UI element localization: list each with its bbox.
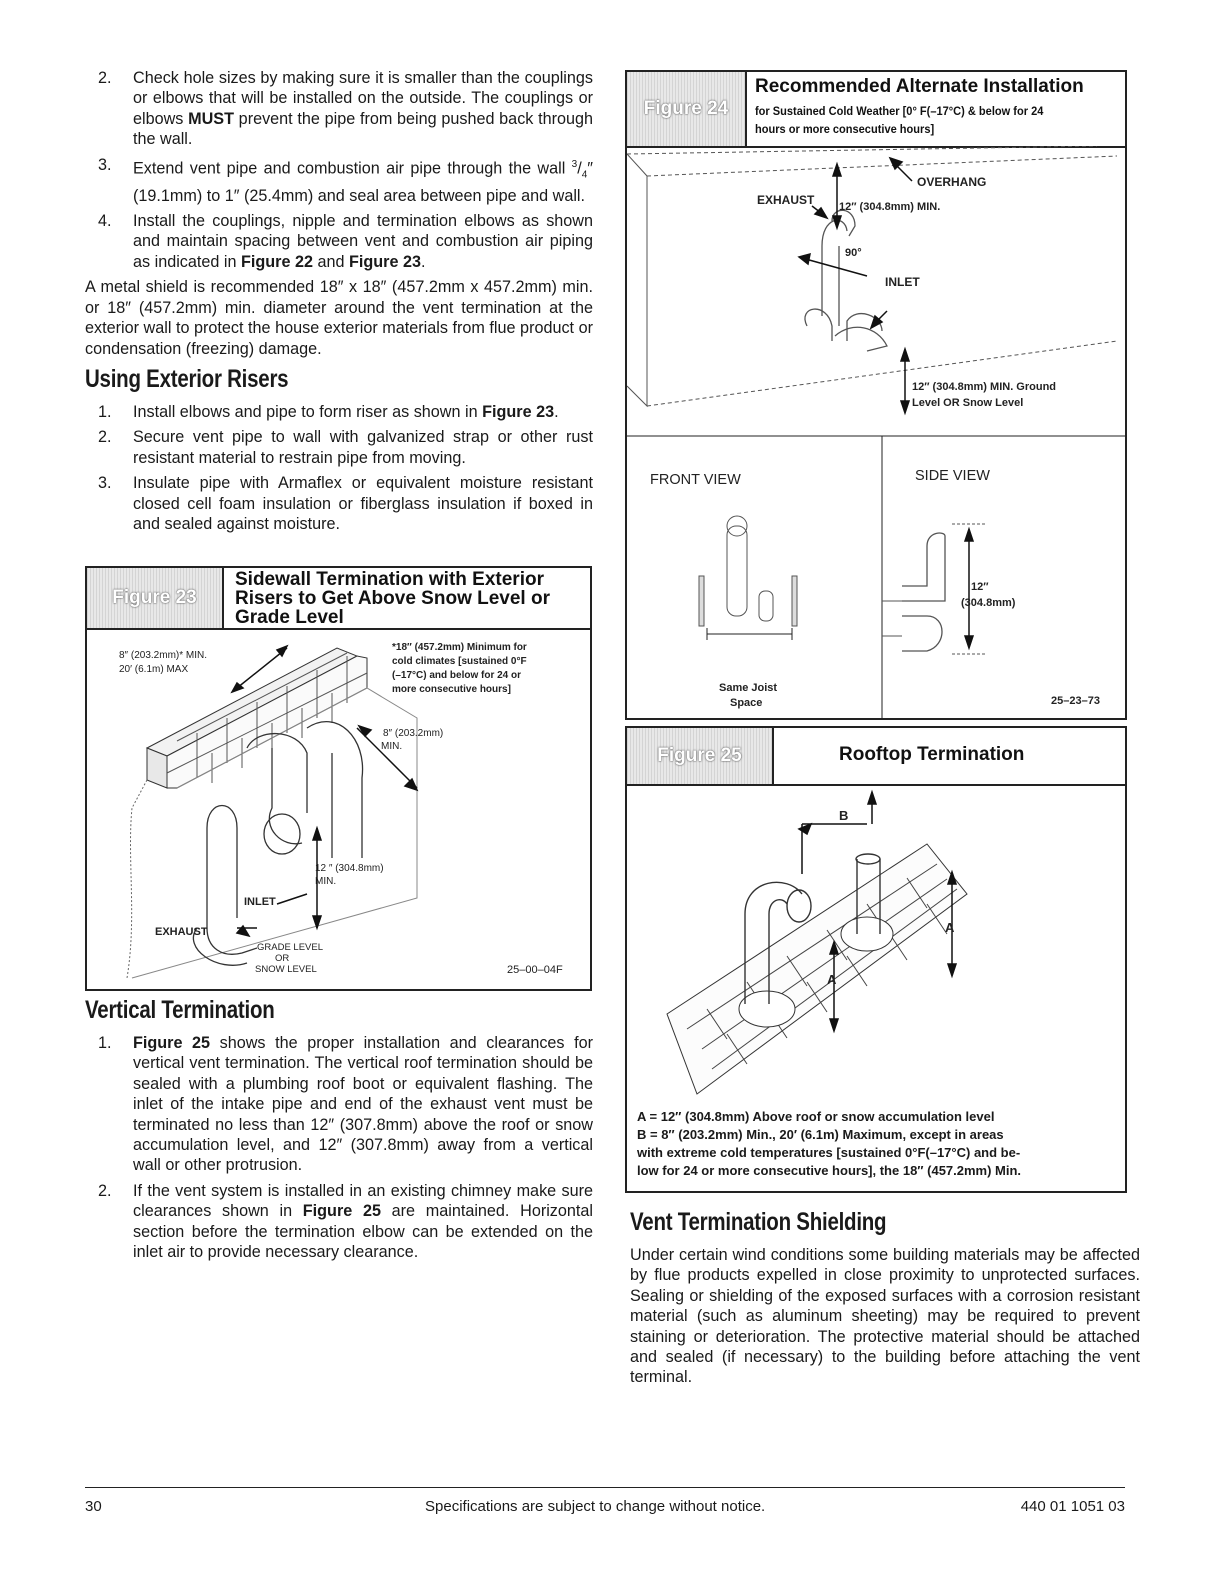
label-b: B bbox=[839, 808, 849, 823]
caption-line: B = 8″ (203.2mm) Min., 20′ (6.1m) Maximum, except in areas bbox=[637, 1127, 1004, 1142]
list-item: 2. Secure vent pipe to wall with galvanized strap or other rust resistant material to restrain pipe from moving. bbox=[98, 428, 593, 467]
figure-25 bbox=[625, 726, 1127, 1193]
label-min: 8″ (203.2mm)* MIN. bbox=[119, 650, 208, 661]
figure-24 bbox=[625, 70, 1127, 720]
label-exhaust: EXHAUST bbox=[757, 193, 815, 207]
list-item: 1. Install elbows and pipe to form riser as shown in Figure 23. bbox=[98, 402, 559, 421]
risers-heading: Using Exterior Risers bbox=[85, 364, 289, 393]
list-item: 3. Extend vent pipe and combustion air pipe through the wall $^3/_4''$ (19.1mm) to 1″ (25.4mm) and seal area between pipe and wall. bbox=[98, 155, 593, 205]
list-item: 2. Check hole sizes by making sure it is smaller than the couplings or elbows that will be installed on the outside. The couplings or elbows MUST prevent the pipe from being pushed back through the wall. bbox=[98, 69, 593, 149]
label-inlet: INLET bbox=[244, 896, 276, 908]
note-line: (–17°C) and below for 24 or bbox=[392, 670, 522, 681]
fig24-illustration bbox=[627, 146, 1125, 720]
shielding-paragraph: Under certain wind conditions some building materials may be affected by flue products expelled in close proximity to unprotected surfaces. Sealing or shielding of the exposed surfaces with a corrosion resistant material (such as aluminum sheeting) may be required to prevent staining or deterioration. The protective material should be attached and sealed (if necessary) to the building before attaching the vent terminal. bbox=[630, 1246, 1140, 1387]
page-footer bbox=[85, 1487, 1125, 1515]
label-grade-or: OR bbox=[275, 953, 290, 964]
caption-line: with extreme cold temperatures [sustained 0°F(–17°C) and be- bbox=[637, 1145, 1021, 1160]
label-12in: 12 ″ (304.8mm) bbox=[315, 863, 384, 874]
left-column bbox=[85, 68, 593, 539]
figure-tag: Figure 23 bbox=[87, 568, 224, 628]
label-front-view: FRONT VIEW bbox=[650, 472, 741, 488]
note-line: *18″ (457.2mm) Minimum for bbox=[392, 642, 527, 653]
label-12in-min: MIN. bbox=[315, 876, 337, 887]
label-exhaust: EXHAUST bbox=[155, 926, 208, 938]
label-joist-space: Space bbox=[730, 697, 763, 709]
label-min12: 12″ (304.8mm) MIN. bbox=[839, 201, 941, 213]
label-inlet: INLET bbox=[885, 275, 920, 289]
label-8in: 8″ (203.2mm) bbox=[383, 728, 444, 739]
list-item: 4. Install the couplings, nipple and termination elbows as shown and maintain spacing between vent and combustion air piping as indicated in Figure 22 and Figure 23. bbox=[98, 212, 593, 271]
risers-steps bbox=[85, 402, 593, 534]
list-item: 3. Insulate pipe with Armaflex or equivalent moisture resistant closed cell foam insulation or fiberglass insulation if boxed in and sealed against moisture. bbox=[98, 474, 593, 533]
label-overhang: OVERHANG bbox=[917, 175, 987, 189]
list-item: 2. If the vent system is installed in an existing chimney make sure clearances shown in Figure 25 are maintained. Horizontal section before the termination elbow can be extended on the inlet air to provide necessary clearance. bbox=[98, 1181, 594, 1262]
label-joist: Same Joist bbox=[719, 682, 778, 694]
figure-title: Sidewall Termination with Exterior Risers to Get Above Snow Level or Grade Level bbox=[235, 569, 550, 628]
label-side-view: SIDE VIEW bbox=[915, 468, 990, 484]
vertical-steps bbox=[85, 1033, 593, 1262]
shield-paragraph: A metal shield is recommended 18″ x 18″ (457.2mm x 457.2mm) min. or 18″ (457.2mm) min. diameter around the vent termination at the exterior wall to protect the house exterior materials from flue product or condensation (freezing) damage. bbox=[85, 278, 593, 358]
fig25-illustration bbox=[627, 784, 1125, 1104]
figure-code: 25–00–04F bbox=[507, 964, 563, 976]
caption-line: A = 12″ (304.8mm) Above roof or snow accumulation level bbox=[637, 1109, 995, 1124]
figure-subtitle: for Sustained Cold Weather [0° F(–17°C) & below for 24 hours or more consecutive hours] bbox=[755, 104, 1044, 136]
shielding-heading: Vent Termination Shielding bbox=[630, 1208, 887, 1236]
label-snow: Level OR Snow Level bbox=[912, 397, 1024, 409]
figure-title: Rooftop Termination bbox=[839, 744, 1025, 765]
vertical-heading: Vertical Termination bbox=[85, 996, 275, 1024]
steps-top bbox=[85, 68, 593, 272]
vertical-section bbox=[85, 990, 593, 1267]
figure-caption bbox=[637, 1108, 1117, 1180]
note-line: cold climates [sustained 0°F bbox=[392, 656, 527, 667]
figure-tag: Figure 24 bbox=[627, 72, 747, 146]
label-max: 20′ (6.1m) MAX bbox=[119, 664, 189, 675]
label-ground: 12″ (304.8mm) MIN. Ground bbox=[912, 381, 1057, 393]
figure-code: 25–23–73 bbox=[1051, 695, 1100, 707]
label-a-left: A bbox=[827, 972, 837, 987]
doc-number: 440 01 1051 03 bbox=[1020, 1498, 1125, 1515]
caption-line: low for 24 or more consecutive hours], the 18″ (457.2mm) Min. bbox=[637, 1163, 1022, 1178]
label-90deg: 90° bbox=[845, 247, 862, 259]
label-8in-min: MIN. bbox=[381, 741, 403, 752]
note-line: more consecutive hours] bbox=[392, 684, 511, 695]
figure-23 bbox=[85, 566, 592, 991]
label-side12mm: (304.8mm) bbox=[961, 597, 1016, 609]
shielding-section bbox=[630, 1202, 1140, 1388]
page-number: 30 bbox=[85, 1498, 102, 1515]
label-a-right: A bbox=[945, 920, 955, 935]
figure-title: Recommended Alternate Installation bbox=[755, 76, 1084, 97]
figure-tag: Figure 25 bbox=[627, 728, 774, 784]
fig23-illustration bbox=[87, 628, 590, 989]
label-snow: SNOW LEVEL bbox=[255, 964, 317, 975]
label-grade: GRADE LEVEL bbox=[257, 942, 323, 953]
footer-notice: Specifications are subject to change without notice. bbox=[425, 1498, 766, 1515]
label-side12: 12″ bbox=[971, 581, 989, 593]
list-item: 1. Figure 25 shows the proper installation and clearances for vertical vent termination. The vertical roof termination should be sealed with a plumbing roof boot or equivalent flashing. The inlet of the intake pipe and end of the exhaust vent must be terminated no less than 12″ (307.8mm) above the roof or snow accumulation level, and 12″ (307.8mm) away from a vertical wall or other protrusion. bbox=[98, 1034, 594, 1175]
